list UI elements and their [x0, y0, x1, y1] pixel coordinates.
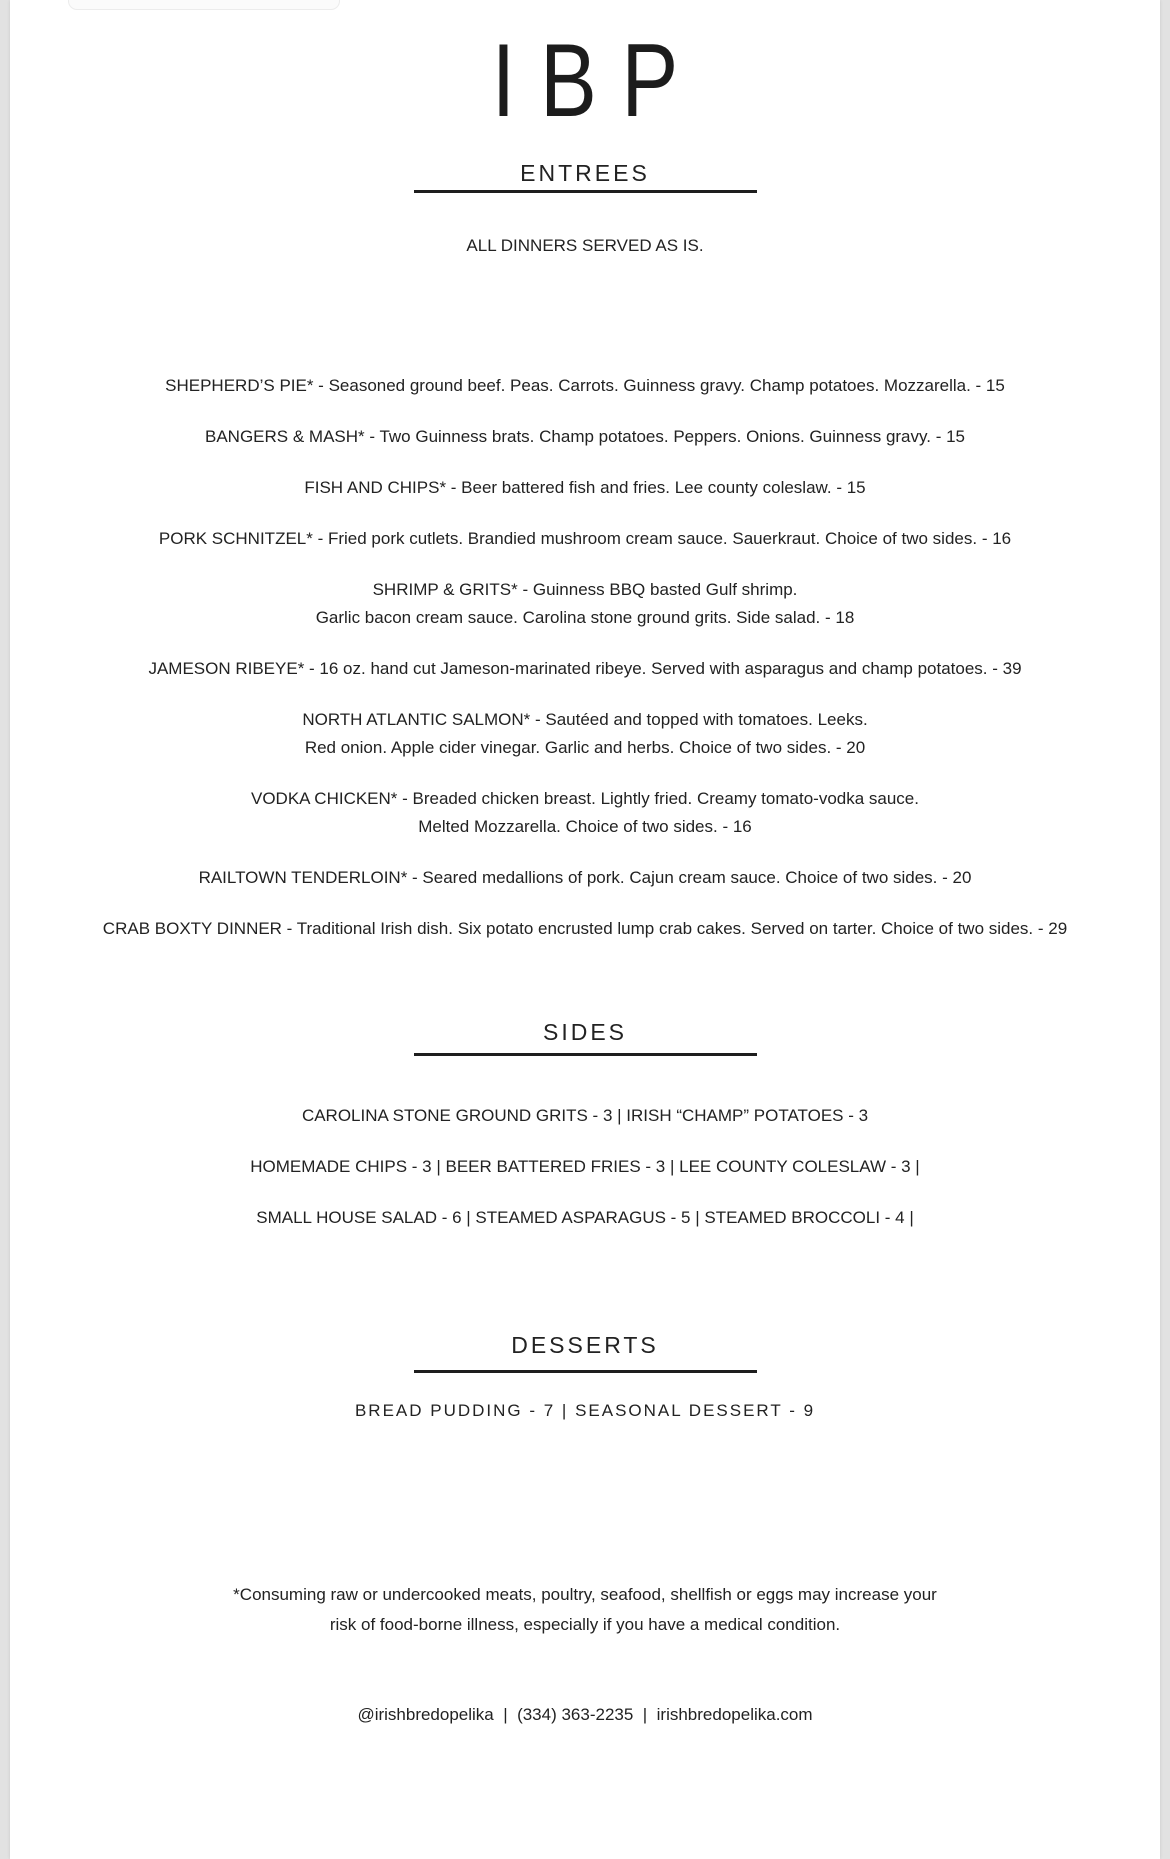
menu-item-vodka-chicken-cont: Melted Mozzarella. Choice of two sides. - 16	[418, 817, 752, 836]
menu-item-shepherds-pie: SHEPHERD’S PIE* - Seasoned ground beef. Peas. Carrots. Guinness gravy. Champ potatoes. Mozzarella. - 15	[165, 376, 1005, 395]
menu-item-bangers-mash: BANGERS & MASH* - Two Guinness brats. Champ potatoes. Peppers. Onions. Guinness gravy. - 15	[205, 427, 965, 446]
entrees-divider	[414, 190, 757, 193]
sides-line-1: CAROLINA STONE GROUND GRITS - 3 | IRISH “CHAMP” POTATOES - 3	[301, 1106, 869, 1125]
menu-item-north-atlantic-salmon: NORTH ATLANTIC SALMON* - Sautéed and topped with tomatoes. Leeks.	[302, 710, 868, 729]
sides-line-2: HOMEMADE CHIPS - 3 | BEER BATTERED FRIES - 3 | LEE COUNTY COLESLAW - 3 |	[250, 1157, 920, 1176]
restaurant-logo: IBP	[491, 23, 703, 139]
menu-item-shrimp-grits-cont: Garlic bacon cream sauce. Carolina stone ground grits. Side salad. - 18	[315, 608, 855, 627]
menu-item-vodka-chicken: VODKA CHICKEN* - Breaded chicken breast. Lightly fried. Creamy tomato-vodka sauce.	[250, 789, 919, 808]
contact-footer: @irishbredopelika | (334) 363-2235 | irishbredopelika.com	[357, 1705, 813, 1724]
menu-item-railtown-tenderloin: RAILTOWN TENDERLOIN* - Seared medallions of pork. Cajun cream sauce. Choice of two sides. - 20	[198, 868, 972, 887]
menu-item-shrimp-grits: SHRIMP & GRITS* - Guinness BBQ basted Gulf shrimp.	[372, 580, 798, 599]
desserts-line: BREAD PUDDING - 7 | SEASONAL DESSERT - 9	[354, 1401, 816, 1420]
entrees-heading: ENTREES	[520, 160, 650, 186]
menu-page	[10, 0, 1160, 1859]
page-tab-edge	[68, 0, 340, 10]
menu-item-pork-schnitzel: PORK SCHNITZEL* - Fried pork cutlets. Brandied mushroom cream sauce. Sauerkraut. Choice of two sides. - 16	[158, 529, 1012, 548]
menu-item-jameson-ribeye: JAMESON RIBEYE* - 16 oz. hand cut Jameson-marinated ribeye. Served with asparagus and champ potatoes. - 39	[148, 659, 1022, 678]
desserts-heading: DESSERTS	[511, 1332, 659, 1358]
sides-divider	[414, 1053, 757, 1056]
sides-line-3: SMALL HOUSE SALAD - 6 | STEAMED ASPARAGUS - 5 | STEAMED BROCCOLI - 4 |	[256, 1208, 914, 1227]
entrees-note: ALL DINNERS SERVED AS IS.	[466, 236, 704, 255]
menu-item-north-atlantic-salmon-cont: Red onion. Apple cider vinegar. Garlic and herbs. Choice of two sides. - 20	[304, 738, 866, 757]
sides-heading: SIDES	[542, 1019, 628, 1045]
disclaimer-line-1: *Consuming raw or undercooked meats, poultry, seafood, shellfish or eggs may increase your	[233, 1585, 937, 1604]
menu-item-crab-boxty-dinner: CRAB BOXTY DINNER - Traditional Irish dish. Six potato encrusted lump crab cakes. Served on tarter. Choice of two sides. - 29	[102, 919, 1068, 938]
disclaimer-line-2: risk of food-borne illness, especially if you have a medical condition.	[329, 1615, 841, 1634]
desserts-divider	[414, 1370, 757, 1373]
menu-item-fish-and-chips: FISH AND CHIPS* - Beer battered fish and fries. Lee county coleslaw. - 15	[304, 478, 866, 497]
